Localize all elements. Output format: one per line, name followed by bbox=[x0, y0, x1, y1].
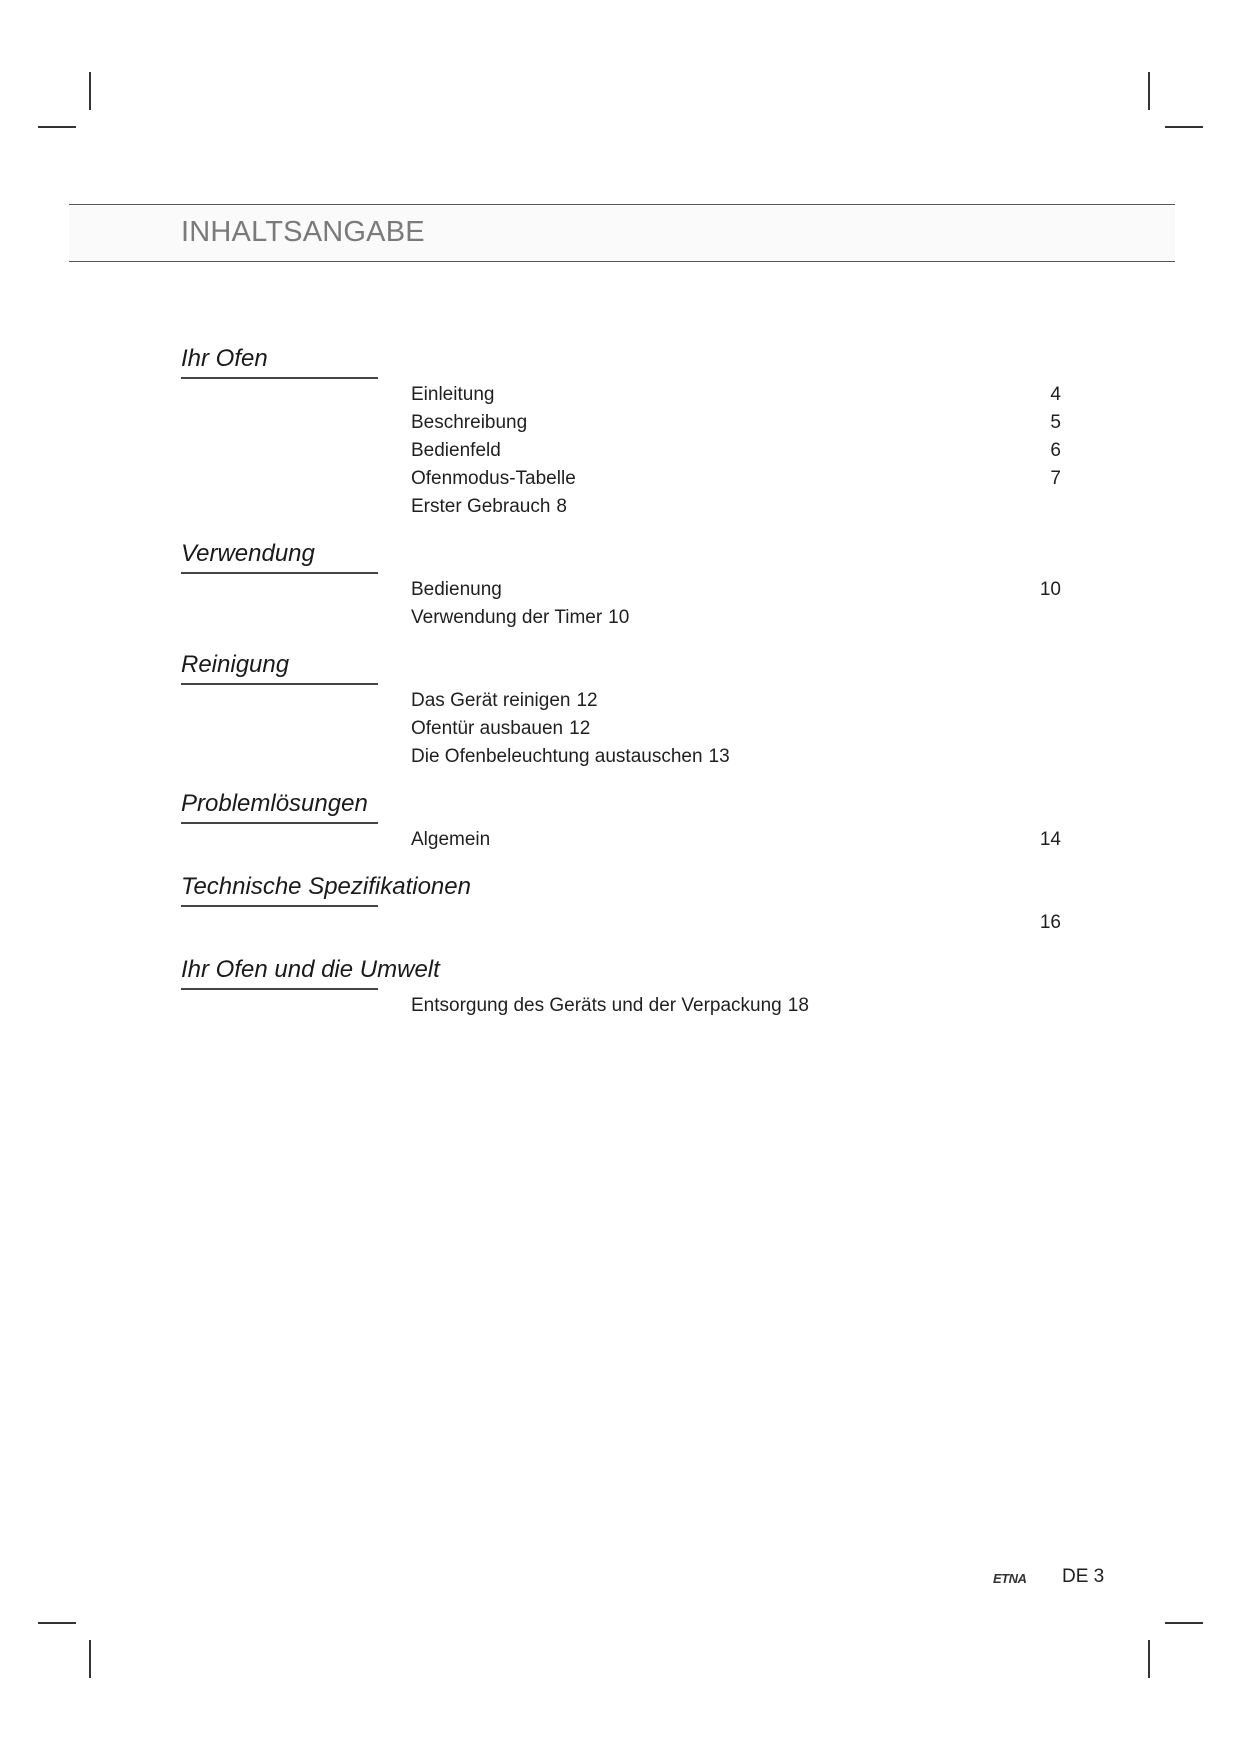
brand-logo: ETNA bbox=[993, 1571, 1027, 1586]
entry-label: Bedienung bbox=[411, 579, 502, 600]
section-title: Technische Spezifikationen bbox=[181, 873, 471, 900]
section-underline bbox=[181, 822, 378, 824]
entry-label: Die Ofenbeleuchtung austauschen bbox=[411, 746, 703, 767]
entry-page-number: 8 bbox=[556, 496, 567, 517]
crop-mark bbox=[38, 126, 76, 128]
section-underline bbox=[181, 905, 378, 907]
toc-entry[interactable] bbox=[411, 687, 1061, 715]
page-number: DE 3 bbox=[1062, 1566, 1105, 1587]
entry-label: Erster Gebrauch bbox=[411, 496, 551, 517]
entry-page-number: 10 bbox=[1039, 579, 1061, 600]
toc-entry[interactable] bbox=[411, 493, 1061, 521]
crop-mark bbox=[38, 1622, 76, 1624]
toc-entry[interactable] bbox=[411, 381, 1061, 409]
toc-entries bbox=[411, 381, 1061, 521]
entry-page-number: 6 bbox=[1050, 440, 1061, 461]
entry-page-number: 7 bbox=[1050, 468, 1061, 489]
toc-entries bbox=[411, 576, 1061, 632]
toc-entry[interactable] bbox=[411, 743, 1061, 771]
entry-label: Beschreibung bbox=[411, 412, 528, 433]
toc-entries bbox=[411, 687, 1061, 771]
entry-label: Ofenmodus-Tabelle bbox=[411, 468, 576, 489]
toc-entry[interactable] bbox=[411, 715, 1061, 743]
entry-page-number: 5 bbox=[1050, 412, 1061, 433]
toc-entry[interactable] bbox=[411, 909, 1061, 937]
entry-label: Ofentür ausbauen bbox=[411, 718, 564, 739]
section-underline bbox=[181, 572, 378, 574]
crop-mark bbox=[89, 1640, 91, 1678]
entry-page-number: 18 bbox=[787, 995, 809, 1016]
entry-label: Entsorgung des Geräts und der Verpackung bbox=[411, 995, 782, 1016]
toc-section-verwendung bbox=[181, 539, 1061, 632]
toc-entry[interactable] bbox=[411, 826, 1061, 854]
toc-entry[interactable] bbox=[411, 992, 1061, 1020]
section-title: Verwendung bbox=[181, 540, 315, 567]
toc-section-umwelt bbox=[181, 955, 1061, 1020]
entry-label: Das Gerät reinigen bbox=[411, 690, 571, 711]
toc-entry[interactable] bbox=[411, 576, 1061, 604]
toc-entries bbox=[411, 992, 1061, 1020]
entry-page-number: 16 bbox=[1039, 912, 1061, 933]
entry-label: Einleitung bbox=[411, 384, 495, 405]
crop-mark bbox=[1148, 1640, 1150, 1678]
toc-section-ihr-ofen bbox=[181, 344, 1061, 521]
entry-page-number: 14 bbox=[1039, 829, 1061, 850]
crop-mark bbox=[89, 72, 91, 110]
entry-page-number: 13 bbox=[708, 746, 730, 767]
toc-section-reinigung bbox=[181, 650, 1061, 771]
section-title: Ihr Ofen bbox=[181, 345, 268, 372]
entry-page-number: 12 bbox=[576, 690, 598, 711]
crop-mark bbox=[1165, 1622, 1203, 1624]
entry-page-number: 12 bbox=[569, 718, 591, 739]
entry-label: Algemein bbox=[411, 829, 491, 850]
toc-section-technische-spezifikationen bbox=[181, 872, 1061, 937]
section-title: Ihr Ofen und die Umwelt bbox=[181, 956, 440, 983]
section-underline bbox=[181, 377, 378, 379]
page-title: INHALTSANGABE bbox=[181, 216, 425, 248]
crop-mark bbox=[1148, 72, 1150, 110]
entry-page-number: 10 bbox=[608, 607, 630, 628]
toc-entry[interactable] bbox=[411, 437, 1061, 465]
section-underline bbox=[181, 683, 378, 685]
toc-entries bbox=[411, 909, 1061, 937]
toc-entry[interactable] bbox=[411, 465, 1061, 493]
entry-page-number: 4 bbox=[1050, 384, 1061, 405]
section-title: Problemlösungen bbox=[181, 790, 368, 817]
toc-entries bbox=[411, 826, 1061, 854]
entry-label: Bedienfeld bbox=[411, 440, 501, 461]
toc-section-problemloesungen bbox=[181, 789, 1061, 854]
toc-entry[interactable] bbox=[411, 604, 1061, 632]
entry-label: Verwendung der Timer bbox=[411, 607, 603, 628]
toc-entry[interactable] bbox=[411, 409, 1061, 437]
section-title: Reinigung bbox=[181, 651, 290, 678]
section-underline bbox=[181, 988, 378, 990]
header-top-rule bbox=[69, 204, 1175, 205]
crop-mark bbox=[1165, 126, 1203, 128]
header-bottom-rule bbox=[69, 261, 1175, 262]
